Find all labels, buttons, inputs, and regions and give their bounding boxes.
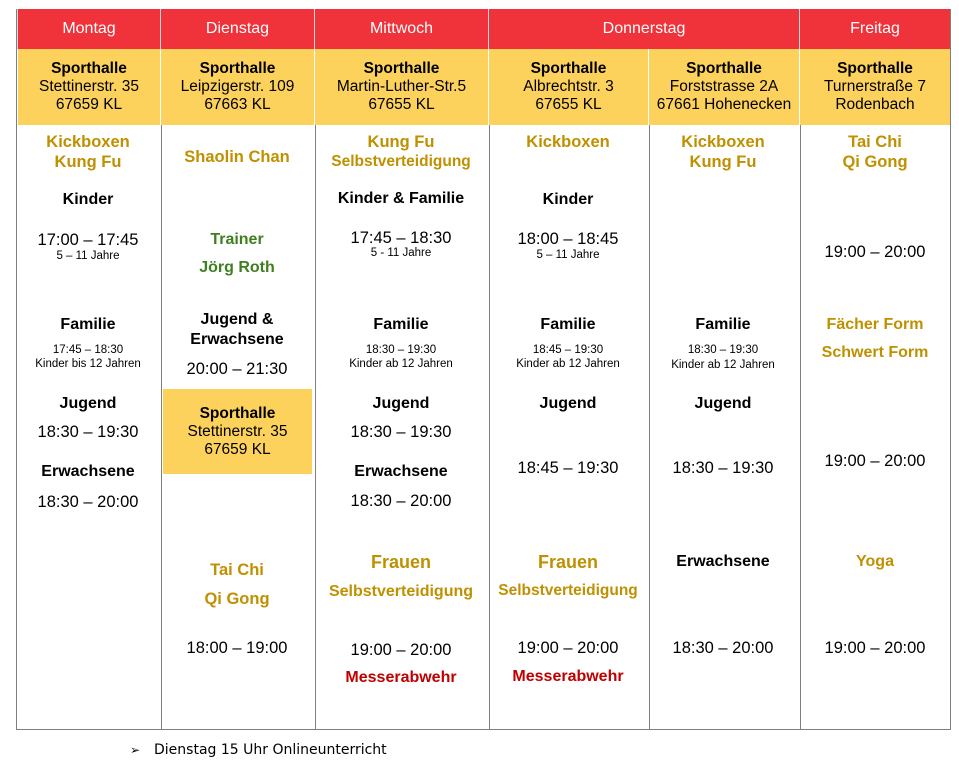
age-label: Kinder ab 12 Jahren — [349, 358, 453, 370]
sport-label: Qi Gong — [204, 590, 270, 608]
location-street: Martin-Luther-Str.5 — [336, 78, 467, 95]
footnote — [130, 742, 387, 758]
location-title: Sporthalle — [363, 60, 440, 77]
footnote-text: Dienstag 15 Uhr Onlineunterricht — [154, 742, 387, 758]
time-label: 18:30 – 19:30 — [365, 344, 437, 356]
sport-label: Selbstverteidigung — [331, 153, 471, 170]
age-label: Kinder ab 12 Jahren — [516, 358, 620, 370]
time-label: 18:30 – 20:00 — [350, 492, 452, 510]
location-title: Sporthalle — [199, 404, 276, 422]
sport-label: Yoga — [856, 553, 894, 570]
time-label: 18:00 – 18:45 — [517, 230, 619, 248]
sport-label: Selbstverteidigung — [498, 582, 638, 599]
header-dienstag: Dienstag — [160, 9, 314, 49]
time-label: 19:00 – 20:00 — [824, 639, 926, 657]
location-title: Sporthalle — [51, 60, 127, 77]
group-label: Familie — [540, 316, 596, 333]
location-mittwoch — [314, 49, 488, 125]
sport-label: Shaolin Chan — [184, 148, 290, 166]
location-city: Rodenbach — [835, 96, 915, 113]
location-donnerstag-2 — [648, 49, 799, 125]
location-title: Sporthalle — [530, 60, 607, 77]
group-label: Kinder — [62, 191, 114, 208]
location-city: 67655 KL — [535, 96, 602, 113]
group-label: Familie — [695, 316, 751, 333]
time-label: 20:00 – 21:30 — [186, 360, 288, 378]
sport-label: Fächer Form — [826, 316, 924, 333]
sport-label: Selbstverteidigung — [328, 583, 474, 600]
sport-label: Messerabwehr — [345, 669, 457, 686]
location-street: Stettinerstr. 35 — [39, 78, 139, 95]
header-donnerstag: Donnerstag — [488, 9, 799, 49]
time-label: 18:30 – 20:00 — [37, 493, 139, 511]
sport-label: Kickboxen — [681, 133, 765, 151]
sport-label: Qi Gong — [842, 153, 908, 171]
time-label: 19:00 – 20:00 — [517, 639, 619, 657]
group-label: Jugend — [372, 395, 430, 412]
location-street: Forststrasse 2A — [669, 78, 779, 95]
time-label: 18:45 – 19:30 — [517, 459, 619, 477]
arrow-bullet-icon: ➢ — [130, 743, 141, 757]
header-montag: Montag — [17, 9, 160, 49]
time-label: 19:00 – 20:00 — [350, 641, 452, 659]
group-label: Erwachsene — [190, 331, 284, 348]
sport-label: Messerabwehr — [512, 668, 624, 685]
location-title: Sporthalle — [686, 60, 762, 77]
location-city: 67661 Hohenecken — [656, 96, 792, 113]
location-street: Albrechtstr. 3 — [523, 78, 614, 95]
location-city: 67659 KL — [55, 96, 123, 113]
header-freitag: Freitag — [799, 9, 950, 49]
group-label: Jugend — [539, 395, 597, 412]
sport-label: Schwert Form — [821, 344, 929, 361]
age-label: 5 - 11 Jahre — [370, 247, 432, 259]
time-label: 17:45 – 18:30 — [350, 229, 452, 247]
time-label: 18:45 – 19:30 — [532, 344, 604, 356]
time-label: 17:45 – 18:30 — [52, 344, 124, 356]
time-label: 19:00 – 20:00 — [824, 243, 926, 261]
age-label: Kinder bis 12 Jahren — [35, 358, 141, 370]
group-label: Familie — [373, 316, 429, 333]
location-street: Leipzigerstr. 109 — [180, 78, 295, 95]
group-label: Erwachsene — [676, 553, 770, 570]
location-montag — [17, 49, 160, 125]
header-mittwoch: Mittwoch — [314, 9, 488, 49]
sport-label: Kickboxen — [46, 133, 130, 151]
location-street: Turnerstraße 7 — [824, 78, 926, 95]
location-city: 67659 KL — [204, 440, 271, 458]
sport-label: Tai Chi — [848, 133, 902, 151]
location-dienstag — [160, 49, 314, 125]
trainer-label: Trainer — [210, 231, 264, 248]
time-label: 18:30 – 20:00 — [672, 639, 774, 657]
sport-label: Kung Fu — [689, 153, 757, 171]
group-label: Familie — [60, 316, 116, 333]
location-title: Sporthalle — [199, 60, 276, 77]
time-label: 17:00 – 17:45 — [37, 231, 139, 249]
sport-label: Frauen — [370, 552, 432, 572]
location-city: 67655 KL — [368, 96, 435, 113]
age-label: 5 – 11 Jahre — [56, 250, 120, 262]
location-dienstag-2 — [162, 389, 312, 474]
time-label: 18:30 – 19:30 — [672, 459, 774, 477]
time-label: 18:00 – 19:00 — [186, 639, 288, 657]
age-label: 5 – 11 Jahre — [536, 249, 600, 261]
location-title: Sporthalle — [837, 60, 913, 77]
group-label: Jugend — [59, 395, 117, 412]
age-label: Kinder ab 12 Jahren — [671, 359, 775, 371]
group-label: Kinder & Familie — [337, 190, 465, 207]
group-label: Jugend — [694, 395, 752, 412]
time-label: 18:30 – 19:30 — [350, 423, 452, 441]
location-freitag — [799, 49, 950, 125]
group-label: Jugend & — [200, 311, 274, 328]
location-street: Stettinerstr. 35 — [187, 422, 288, 440]
sport-label: Kickboxen — [526, 133, 610, 151]
location-city: 67663 KL — [204, 96, 271, 113]
location-donnerstag-1 — [488, 49, 648, 125]
sport-label: Tai Chi — [210, 561, 264, 579]
trainer-name: Jörg Roth — [199, 259, 275, 276]
sport-label: Kung Fu — [367, 133, 435, 151]
time-label: 18:30 – 19:30 — [687, 344, 759, 356]
group-label: Erwachsene — [41, 463, 135, 480]
group-label: Erwachsene — [354, 463, 448, 480]
time-label: 18:30 – 19:30 — [37, 423, 139, 441]
sport-label: Kung Fu — [54, 153, 122, 171]
time-label: 19:00 – 20:00 — [824, 452, 926, 470]
group-label: Kinder — [542, 191, 594, 208]
sport-label: Frauen — [537, 552, 599, 572]
